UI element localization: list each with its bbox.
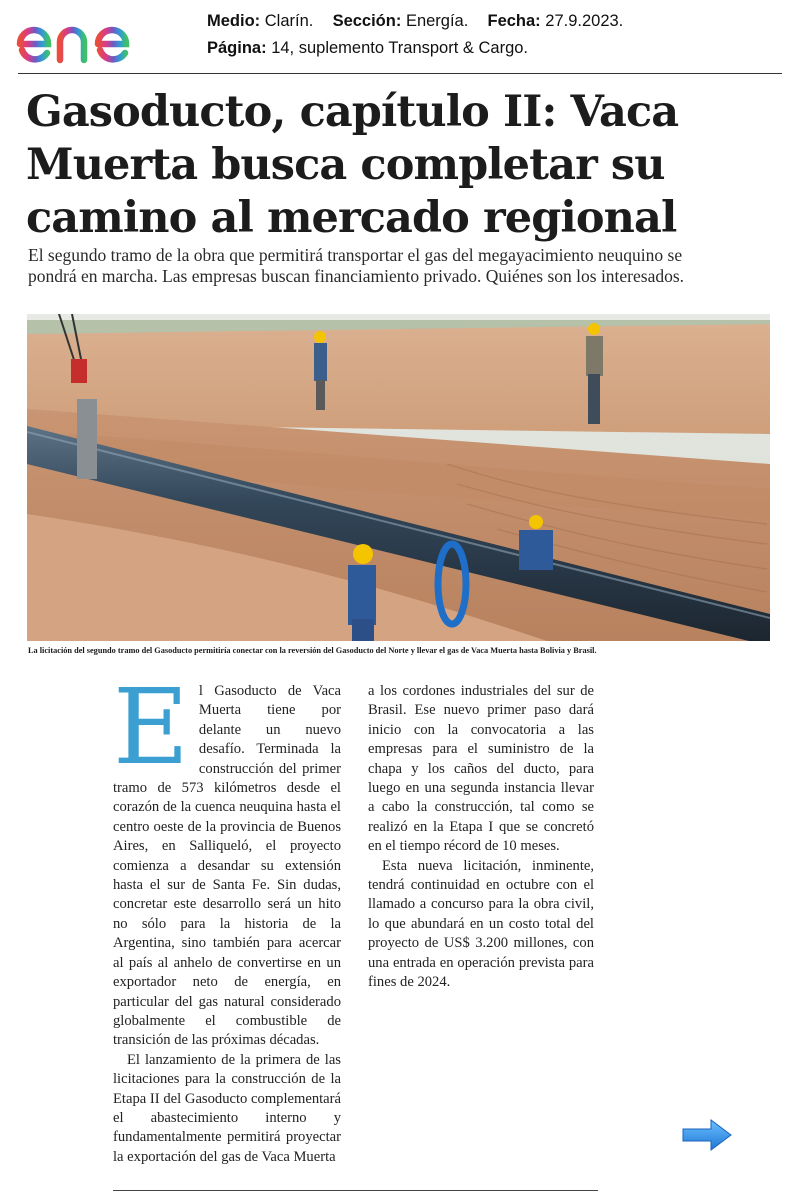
pipeline-construction-image [27,314,770,641]
article-paragraph-2-start: El lanzamiento de la primera de las licitaciones para la construcción de la Etapa II del Gasoducto complementará el abastecimiento interno y fundamentalmente permitirá proyectar la exportación del gas de Vaca Muerta [113,1051,341,1165]
article-paragraph-1 [113,666,341,1051]
article-paragraph-2-end: a los cordones industriales del sur de Brasil. Ese nuevo primer paso dará inicio con la convocatoria a las empresas para el suministro de la chapa y los caños del ducto, para luego en una segunda instancia llevar a cabo la construcción, tal como se realizó en la Etapa I que se concretó en el tiempo récord de 10 meses. [368,683,594,855]
right-arrow-icon[interactable] [681,1118,733,1152]
drop-cap: E [113,666,189,788]
article-column-right [368,682,594,993]
photo-caption: La licitación del segundo tramo del Gasoducto permitiría conectar con la reversión del Gasoducto del Norte y llevar el gas de Vaca Muerta hasta Bolivia y Brasil. [28,646,597,655]
fecha-value: 27.9.2023. [545,12,624,30]
article-paragraph-3: Esta nueva licitación, inminente, tendrá continuidad en octubre con el llamado a concurso para la obra civil, lo que abundará en un costo total del proyecto de US$ 3.200 millones, con una entrada en operación prevista para fines de 2024. [368,857,594,991]
column-bottom-divider [113,1190,598,1191]
article-title: Gasoducto, capítulo II: Vaca Muerta busca completar su camino al mercado regional [26,87,679,243]
meta-line-2 [207,35,623,62]
article-deck: El segundo tramo de la obra que permitirá transportar el gas del megayacimiento neuquino se pondrá en marcha. Las empresas buscan financiamiento privado. Quiénes son los interesados. [28,245,685,286]
paragraph-1-text: l Gasoducto de Vaca Muerta tiene por delante un nuevo desafío. Terminada la construcción del primer tramo de 573 kilómetros desde el corazón de la cuenca neuquina hasta el centro oeste de la provincia de Buenos Aires, en Salliqueló, el proyecto comienza a desandar su extensión hasta el sur de Santa Fe. Sin dudas, concretar este desarrollo será un hito no sólo para la historia de la Argentina, sino también para acercar al país al anhelo de convertirse en un exportador neto de energía, en particular del gas natural considerado globalmente el combustible de transición de las próximas décadas. [113,683,341,1049]
medio-label: Medio: [207,12,261,30]
article-column-left [113,666,341,1167]
pagina-value: 14, suplemento Transport & Cargo. [271,39,529,57]
medio-value: Clarín. [264,12,314,30]
meta-line-1 [207,8,623,35]
seccion-label: Sección: [332,12,402,30]
article-photo [27,314,770,641]
fecha-label: Fecha: [487,12,541,30]
seccion-value: Energía. [405,12,469,30]
pagina-label: Página: [207,39,267,57]
header-divider [18,73,782,74]
enel-logo [16,6,186,68]
publication-meta [207,8,623,62]
